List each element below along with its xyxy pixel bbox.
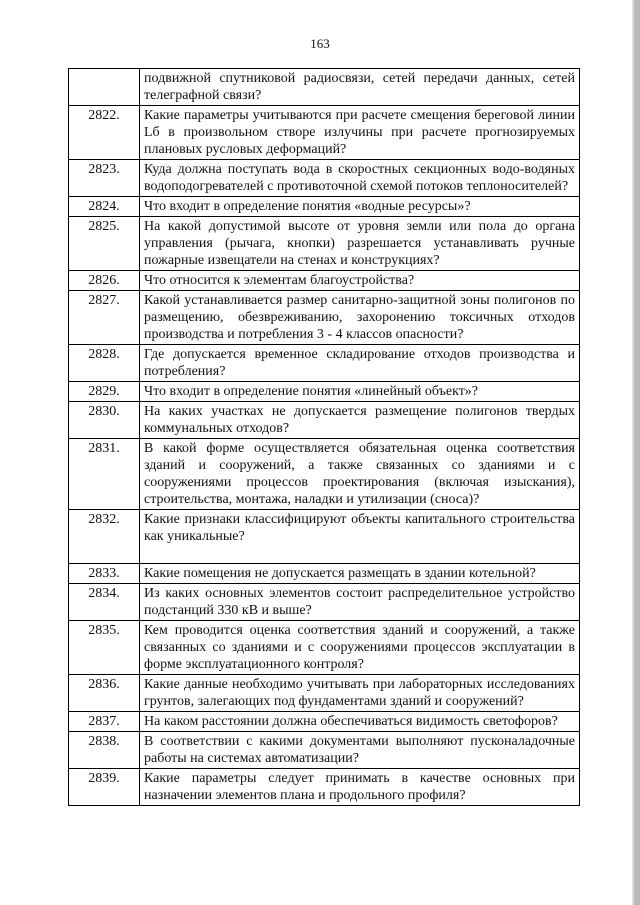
question-text-cell <box>140 197 580 217</box>
questions-table <box>68 68 580 806</box>
question-text: Какие данные необходимо учитывать при лабораторных исследованиях грунтов, залегающих под фундаментами зданий и сооружений? <box>144 677 575 709</box>
question-text: На каком расстоянии должна обеспечиваться видимость светофоров? <box>144 714 558 729</box>
question-text-cell <box>140 217 580 271</box>
question-number: 2824. <box>69 197 140 217</box>
question-text: В какой форме осуществляется обязательная оценка соответствия зданий и сооружений, а также связанных со зданиями и с сооружениями процессов проектирования (включая изыскания), строительства, монтажа, наладки и утилизации (сноса)? <box>144 441 575 507</box>
question-number: 2834. <box>69 584 140 621</box>
question-text-cell <box>140 732 580 769</box>
question-number: 2823. <box>69 160 140 197</box>
question-text: Какие помещения не допускается размещать в здании котельной? <box>144 566 536 581</box>
question-text-cell <box>140 291 580 345</box>
table-row <box>69 106 580 160</box>
question-text-cell <box>140 160 580 197</box>
question-text: Куда должна поступать вода в скоростных секционных водо-водяных водоподогревателей с противоточной схемой потоков теплоносителей? <box>144 162 575 194</box>
question-number <box>69 69 140 106</box>
table-row <box>69 564 580 584</box>
question-text: Какие признаки классифицируют объекты капитального строительства как уникальные? <box>144 512 575 544</box>
table-row <box>69 712 580 732</box>
question-number: 2825. <box>69 217 140 271</box>
question-number: 2831. <box>69 439 140 510</box>
question-text-cell <box>140 382 580 402</box>
table-row <box>69 69 580 106</box>
table-row <box>69 160 580 197</box>
question-text-cell <box>140 345 580 382</box>
question-text: Что входит в определение понятия «линейный объект»? <box>144 384 479 399</box>
question-text-cell <box>140 69 580 106</box>
table-row <box>69 675 580 712</box>
question-number: 2836. <box>69 675 140 712</box>
table-row <box>69 584 580 621</box>
page-edge <box>634 0 640 905</box>
question-text: На какой допустимой высоте от уровня земли или пола до органа управления (рычага, кнопки) разрешается устанавливать ручные пожарные извещатели на стенах и конструкциях? <box>144 219 575 268</box>
question-text-cell <box>140 439 580 510</box>
question-text: Какие параметры следует принимать в качестве основных при назначении элементов плана и продольного профиля? <box>144 771 575 803</box>
question-text-cell <box>140 510 580 564</box>
question-text: подвижной спутниковой радиосвязи, сетей передачи данных, сетей телеграфной связи? <box>144 71 575 103</box>
page-number: 163 <box>310 36 330 51</box>
question-number: 2826. <box>69 271 140 291</box>
question-text-cell <box>140 584 580 621</box>
table-row <box>69 382 580 402</box>
table-row <box>69 402 580 439</box>
question-text: На каких участках не допускается размещение полигонов твердых коммунальных отходов? <box>144 404 575 436</box>
question-number: 2833. <box>69 564 140 584</box>
question-number: 2837. <box>69 712 140 732</box>
question-number: 2829. <box>69 382 140 402</box>
question-number: 2839. <box>69 769 140 806</box>
table-row <box>69 769 580 806</box>
question-number: 2827. <box>69 291 140 345</box>
question-text-cell <box>140 712 580 732</box>
question-text-cell <box>140 564 580 584</box>
question-text: Кем проводится оценка соответствия зданий и сооружений, а также связанных со зданиями и с сооружениями процессов эксплуатации в форме эксплуатационного контроля? <box>144 623 575 672</box>
question-number: 2832. <box>69 510 140 564</box>
question-text-cell <box>140 675 580 712</box>
table-row <box>69 271 580 291</box>
blank-line <box>144 545 575 562</box>
question-number: 2828. <box>69 345 140 382</box>
table-row <box>69 510 580 564</box>
question-text-cell <box>140 271 580 291</box>
question-text-cell <box>140 621 580 675</box>
table-row <box>69 217 580 271</box>
questions-table-body <box>69 69 580 806</box>
question-text-cell <box>140 402 580 439</box>
question-text-cell <box>140 769 580 806</box>
question-text: Какой устанавливается размер санитарно-защитной зоны полигонов по размещению, обезвреживанию, захоронению токсичных отходов производства и потребления 3 - 4 классов опасности? <box>144 293 575 342</box>
question-text: Что входит в определение понятия «водные ресурсы»? <box>144 199 471 214</box>
question-number: 2838. <box>69 732 140 769</box>
table-row <box>69 439 580 510</box>
table-row <box>69 291 580 345</box>
table-row <box>69 345 580 382</box>
question-text: Какие параметры учитываются при расчете смещения береговой линии Lб в произвольном створе излучины при расчете прогнозируемых плановых русловых деформаций? <box>144 108 575 157</box>
table-row <box>69 197 580 217</box>
question-text: Где допускается временное складирование отходов производства и потребления? <box>144 347 575 379</box>
question-number: 2822. <box>69 106 140 160</box>
question-text: Что относится к элементам благоустройства? <box>144 273 415 288</box>
table-row <box>69 621 580 675</box>
question-text-cell <box>140 106 580 160</box>
question-text: В соответствии с какими документами выполняют пусконаладочные работы на системах автоматизации? <box>144 734 575 766</box>
table-row <box>69 732 580 769</box>
question-text: Из каких основных элементов состоит распределительное устройство подстанций 330 кВ и выше? <box>144 586 575 618</box>
question-number: 2830. <box>69 402 140 439</box>
question-number: 2835. <box>69 621 140 675</box>
